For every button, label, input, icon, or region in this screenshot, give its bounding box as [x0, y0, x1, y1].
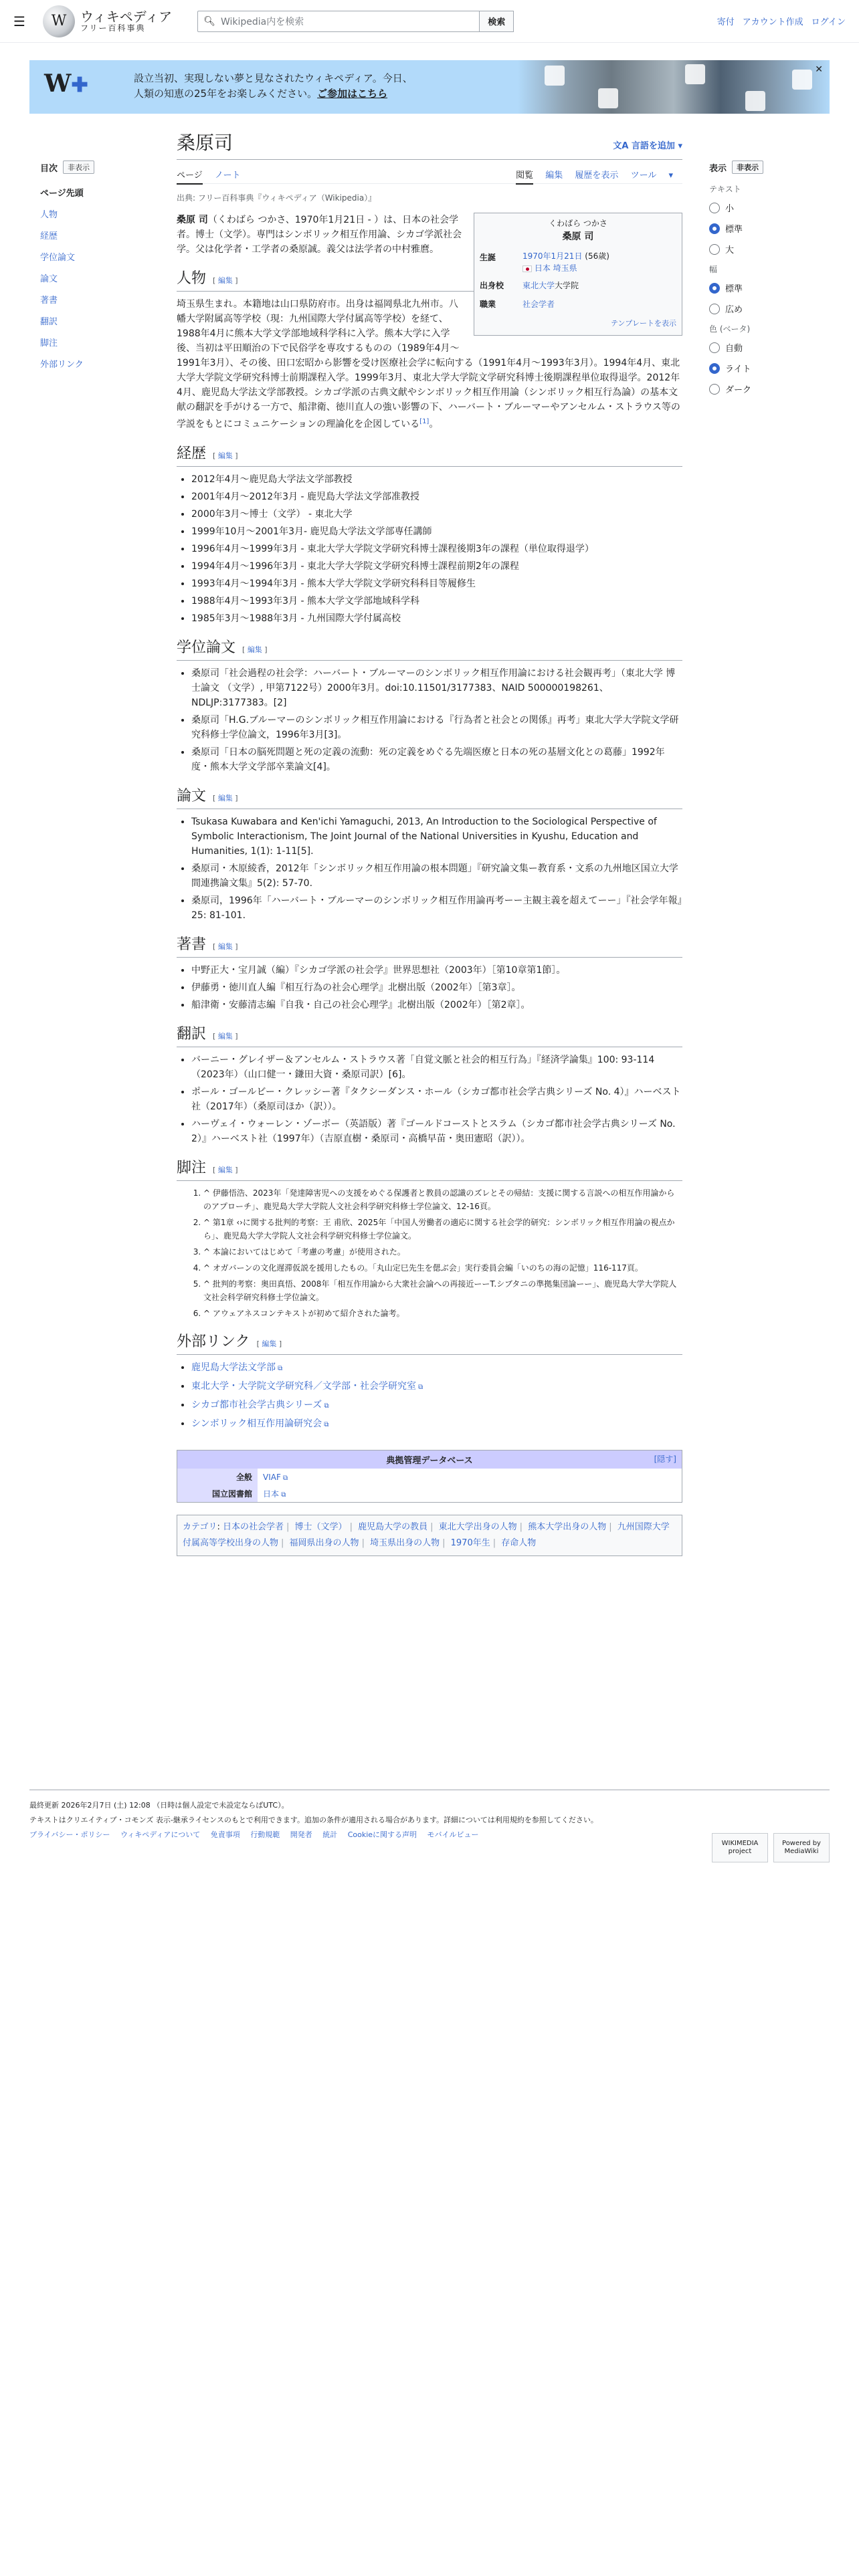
footer-links [29, 1828, 830, 1842]
category-link[interactable]: 存命人物 [501, 1538, 537, 1549]
last-updated: 最終更新 2026年2月7日 (土) 12:08 （日時は個人設定で未設定ならばUTC）。 [29, 1801, 289, 1810]
create-account-link[interactable]: アカウント作成 [742, 17, 803, 27]
papers-list [177, 815, 682, 923]
tab-page[interactable]: ページ [177, 171, 203, 185]
appearance-title: 表示 [709, 163, 727, 174]
edit-link[interactable]: [ 編集 ] [242, 645, 268, 655]
page-title: 桑原司 [177, 132, 233, 154]
translations-list [177, 1053, 682, 1146]
user-links [717, 15, 846, 27]
infobox-alma-link[interactable]: 東北大学 [522, 281, 555, 291]
tab-history[interactable]: 履歴を表示 [575, 171, 619, 181]
footer-link[interactable]: 免責事項 [210, 1830, 240, 1839]
page-tabs [177, 168, 682, 184]
wikipedia-25-logo: W✚ [44, 70, 88, 98]
tab-read[interactable]: 閲覧 [516, 171, 533, 185]
section-career-heading: 経歴 [ 編集 ] [177, 447, 682, 467]
category-link[interactable]: 東北大学出身の人物 [438, 1522, 517, 1533]
wikipedia-globe-icon: W [43, 5, 75, 37]
width-label: 幅 [709, 265, 718, 274]
infobox-birth-age: (56歳) [585, 251, 609, 261]
search-placeholder: Wikipedia内を検索 [220, 16, 304, 27]
search-icon: 🔍︎ [203, 15, 215, 27]
category-link[interactable]: 九州国際大学付属高等学校出身の人物 [183, 1522, 670, 1549]
thesis-list [177, 666, 682, 774]
category-link[interactable]: 熊本大学出身の人物 [528, 1522, 607, 1533]
list-item: 6. ^ アウェアネスコンテキストが初めて紹介された論考。 [203, 1307, 682, 1320]
edit-link[interactable]: [ 編集 ] [213, 794, 238, 803]
footer-link[interactable]: モバイルビュー [427, 1830, 479, 1839]
category-link[interactable]: 鹿児島大学の教員 [358, 1522, 428, 1533]
toc-item-translations[interactable]: 翻訳 [40, 317, 58, 327]
infobox-kana: くわばら つかさ [549, 219, 607, 229]
search-form [197, 11, 514, 32]
color-auto[interactable]: 自動 [709, 341, 830, 354]
banner-cta-link[interactable]: ご参加はこちら [317, 88, 388, 100]
section-thesis-heading: 学位論文 [ 編集 ] [177, 641, 682, 661]
edit-link[interactable]: [ 編集 ] [213, 1166, 238, 1175]
external-link[interactable]: シカゴ都市社会学古典シリーズ ⧉ [191, 1400, 329, 1410]
list-item: • 1996年4月〜1999年3月 - 東北大学大学院文学研究科博士課程後期3年の課程（単位取得退学） [191, 542, 682, 556]
footer-link[interactable]: プライバシー・ポリシー [29, 1830, 110, 1839]
infobox-job[interactable]: 社会学者 [522, 300, 555, 310]
person-paragraph: 埼玉県生まれ。本籍地は山口県防府市。出身は福岡県北九州市。八幡大学附属高等学校（現：九州国際大学付属高等学校）を経て、1988年4月に熊本大学文学部地域科学科に入学。熊本大学に入学後、当初は平田順治の下で民俗学を専攻するものの（1989年4月〜1991年3月）、その後、田口宏昭から影響を受け医療社会学に転向する（1991年4月〜1993年3月）。1994年4月、東北大学大学院文学研究科博士前期課程入学。1999年3月、東北大学大学院文学研究科博士後期課程単位取得退学。2012年4月、鹿児島大学法文学部教授。シカゴ学派の古典文献やシンボリック相互作用論（シンボリック相互行為論）の基本文献の翻訳を手がける一方で、船津衛、徳川直人の強い影響の下、ハーバート・ブルーマーやアンセルム・ストラウス等の学説をもとにコミュニケーションの理論化を企図している[1]。 [177, 299, 680, 431]
add-language-button[interactable]: 文A 言語を追加 ▾ [613, 141, 682, 152]
login-link[interactable]: ログイン [811, 17, 846, 27]
logo-subtitle: フリー百科事典 [80, 23, 146, 33]
list-item: • 1994年4月〜1996年3月 - 東北大学大学院文学研究科博士課程前期2年の課程 [191, 559, 682, 574]
fundraising-banner [29, 60, 830, 114]
footer-link[interactable]: 統計 [322, 1830, 338, 1839]
section-notes-heading: 脚注 [ 編集 ] [177, 1161, 682, 1181]
appearance-hide-button[interactable]: 非表示 [732, 160, 763, 174]
toc-title: 目次 [40, 163, 58, 174]
list-item: • 1999年10月〜2001年3月- 鹿児島大学法文学部専任講師 [191, 524, 682, 539]
color-label: 色 (ベータ) [709, 324, 751, 334]
text-size-label: テキスト [709, 185, 741, 194]
list-item: 4. ^ オガバーンの文化遅滞仮説を援用したもの。「丸山定巳先生を偲ぶ会」実行委員会編「いのちの海の記憶」116-117頁。 [203, 1261, 682, 1275]
authority-hide-link[interactable]: [隠す] [654, 1455, 676, 1465]
section-translations-heading: 翻訳 [ 編集 ] [177, 1027, 682, 1047]
banner-illustration [518, 60, 830, 114]
tab-tools[interactable]: ツール ▾ [630, 171, 673, 181]
list-item: • 伊藤勇・徳川直人編『相互行為の社会心理学』北樹出版（2002年）［第3章］。 [191, 980, 682, 995]
search-button[interactable]: 検索 [480, 11, 514, 32]
appearance-panel [709, 160, 830, 403]
banner-text: 設立当初、実現しない夢と見なされたウィキペディア。今日、 人類の知恵の25年をお楽しみください。ご参加はこちら [134, 72, 413, 100]
list-item: • 船津衛・安藤清志編『自我・自己の社会心理学』北樹出版（2002年）［第2章］。 [191, 998, 682, 1012]
color-light[interactable]: ライト [709, 362, 830, 374]
external-link[interactable]: 東北大学・大学院文学研究科／文学部・社会学研究室 ⧉ [191, 1381, 423, 1392]
career-list [177, 472, 682, 626]
list-item: • 桑原司「社会過程の社会学：ハーバート・ブルーマーのシンボリック相互作用論における社会観再考」（東北大学 博士論文 （文学）, 甲第7122号）2000年3月。doi:10.11501/3177383、NAID 500000198261、NDLJP:3177383。[2] [191, 666, 682, 710]
search-input[interactable] [197, 11, 480, 32]
infobox-birth-place[interactable]: 日本 埼玉県 [534, 263, 577, 274]
toc-item-external[interactable]: 外部リンク [40, 360, 84, 370]
category-link[interactable]: 福岡県出身の人物 [289, 1538, 359, 1549]
show-template-link[interactable]: テンプレートを表示 [610, 319, 676, 328]
edit-link[interactable]: [ 編集 ] [213, 1032, 238, 1041]
list-item: • ポール・ゴールビー・クレッシー著『タクシーダンス・ホール（シカゴ都市社会学古典シリーズ No. 4）』ハーベスト社（2017年）（桑原司ほか（訳））。 [191, 1085, 682, 1114]
infobox-alma-label: 出身校 [480, 281, 504, 291]
list-item: 5. ^ 批判的考察：奥田真悟、2008年「相互作用論から大衆社会論への再接近ーーT.シブタニの準拠集団論ーー」、鹿児島大学大学院人文社会科学研究科修士学位論文。 [203, 1277, 682, 1304]
authority-control-box [177, 1450, 682, 1503]
list-item: • 1993年4月〜1994年3月 - 熊本大学大学院文学研究科科目等履修生 [191, 576, 682, 591]
list-item: • 2001年4月〜2012年3月 - 鹿児島大学法文学部准教授 [191, 490, 682, 504]
footer-link[interactable]: 行動規範 [250, 1830, 280, 1839]
infobox: くわばら つかさ 桑原 司 生誕 1970年1月21日 (56歳) 日本 埼玉県 出身校 東北大学大学院 職業 社会学者 テンプレートを表示 [474, 213, 682, 336]
toc-item-papers[interactable]: 論文 [40, 274, 58, 284]
source-note: 出典: フリー百科事典『ウィキペディア（Wikipedia）』 [177, 193, 377, 203]
toc-item-career[interactable]: 経歴 [40, 231, 58, 241]
authority-row-label: 国立図書館 [177, 1485, 258, 1502]
list-item: • 桑原司，1996年「ハーバート・ブルーマーのシンボリック相互作用論再考ーー主観主義を超えてーー」『社会学年報』25: 81-101. [191, 893, 682, 923]
notes-list [177, 1186, 682, 1320]
list-item: 3. ^ 本論においてはじめて「考慮の考慮」が使用された。 [203, 1245, 682, 1259]
list-item: • 桑原司・木原綾香，2012年「シンボリック相互作用論の根本問題」『研究論文集ー教育系・文系の九州地区国立大学間連携論文集』5(2): 57-70. [191, 861, 682, 891]
category-box: カテゴリ: 日本の社会学者 | 博士（文学） | 鹿児島大学の教員 | 東北大学出身の人物 | 熊本大学出身の人物 | 九州国際大学付属高等学校出身の人物 | 福岡県出身の人物 | 埼玉県出身の人物 | 1970年生 | 存命人物 [177, 1515, 682, 1556]
toc-item-notes[interactable]: 脚注 [40, 338, 58, 348]
text-size-small[interactable]: 小 [709, 201, 830, 214]
list-item: • 2012年4月〜鹿児島大学法文学部教授 [191, 472, 682, 487]
authority-title: 典拠管理データベース [386, 1456, 473, 1467]
list-item: • 桑原司「H.G.ブルーマーのシンボリック相互作用論における『行為者と社会との関係』再考」東北大学大学院文学研究科修士学位論文，1996年3月[3]。 [191, 713, 682, 742]
menu-icon[interactable]: ☰ [13, 13, 25, 29]
list-item: • 中野正大・宝月誠（編）『シカゴ学派の社会学』世界思想社（2003年）［第10章第1節］。 [191, 963, 682, 978]
list-item: • 1985年3月〜1988年3月 - 九州国際大学付属高校 [191, 611, 682, 626]
section-papers-heading: 論文 [ 編集 ] [177, 789, 682, 809]
list-item: • 桑原司「日本の脳死問題と死の定義の流動：死の定義をめぐる先端医療と日本の死の基層文化との葛藤」1992年度・熊本大学文学部卒業論文[4]。 [191, 745, 682, 774]
edit-link[interactable]: [ 編集 ] [213, 276, 238, 286]
width-wide[interactable]: 広め [709, 302, 830, 315]
text-size-large[interactable]: 大 [709, 243, 830, 255]
donate-link[interactable]: 寄付 [717, 17, 735, 27]
category-link[interactable]: 日本の社会学者 [223, 1522, 284, 1533]
logo-title: ウィキペディア [80, 8, 173, 25]
table-of-contents [40, 160, 140, 379]
section-person-heading: 人物 [ 編集 ] [177, 272, 682, 292]
tab-edit[interactable]: 編集 [545, 171, 563, 181]
toc-item-person[interactable]: 人物 [40, 210, 58, 220]
infobox-birth-date[interactable]: 1970年1月21日 [522, 251, 583, 261]
infobox-name: 桑原 司 [562, 231, 594, 243]
wikimedia-badge[interactable]: WIKIMEDIA project [712, 1833, 768, 1862]
section-books-heading: 著書 [ 編集 ] [177, 938, 682, 958]
external-link[interactable]: シンボリック相互作用論研究会 ⧉ [191, 1418, 328, 1429]
authority-row-value[interactable]: VIAF ⧉ [263, 1473, 288, 1482]
list-item: • 1988年4月〜1993年3月 - 熊本大学文学部地域科学科 [191, 594, 682, 609]
external-link[interactable]: 鹿児島大学法文学部 ⧉ [191, 1362, 282, 1373]
translate-icon: 文A [613, 141, 632, 152]
category-link[interactable]: 埼玉県出身の人物 [370, 1538, 440, 1549]
site-footer [29, 1790, 830, 1855]
lead-paragraph: 桑原 司（くわばら つかさ、1970年1月21日 - ）は、日本の社会学者。博士（文学）。専門はシンボリック相互作用論、シカゴ学派社会学。父は化学者・工学者の桑原誠。義父は法学者の中村雅麿。 [177, 215, 462, 255]
japan-flag-icon [522, 265, 532, 272]
list-item: • Tsukasa Kuwabara and Ken'ichi Yamaguchi, 2013, An Introduction to the Sociological Perspective of Symbolic Interactionism, The Joint Journal of the National Universities in Kyushu, Education and Humanities, 1(1): 1-11[5]. [191, 815, 682, 859]
footer-link[interactable]: Cookieに関する声明 [347, 1830, 417, 1839]
footer-link[interactable]: ウィキペディアについて [120, 1830, 201, 1839]
edit-link[interactable]: [ 編集 ] [213, 942, 238, 952]
main-content [177, 131, 682, 1556]
list-item: • 2000年3月〜博士（文学） - 東北大学 [191, 507, 682, 522]
mediawiki-badge[interactable]: Powered by MediaWiki [773, 1833, 830, 1862]
site-header [0, 0, 859, 43]
footer-link[interactable]: 開発者 [290, 1830, 312, 1839]
site-logo[interactable] [43, 5, 172, 37]
edit-link[interactable]: [ 編集 ] [256, 1339, 282, 1349]
infobox-job-label: 職業 [480, 300, 496, 310]
toc-item-books[interactable]: 著書 [40, 296, 58, 306]
color-dark[interactable]: ダーク [709, 383, 830, 395]
authority-row-label: 全般 [177, 1469, 258, 1485]
list-item: 2. ^ 第1章 ‹›に関する批判的考察：王 甫欣、2025年「中国人労働者の適応に関する社会学的研究：シンボリック相互作用論の視点から」、鹿児島大学大学院人文社会科学研究科修士学位論文。 [203, 1216, 682, 1243]
books-list [177, 963, 682, 1012]
edit-link[interactable]: [ 編集 ] [213, 451, 238, 461]
list-item: • バーニー・グレイザー＆アンセルム・ストラウス著「自覚文脈と社会的相互行為」『経済学論集』100: 93-114（2023年）（山口健一・鎌田大資・桑原司訳）[6]。 [191, 1053, 682, 1082]
infobox-birth-label: 生誕 [480, 253, 496, 263]
category-label[interactable]: カテゴリ [183, 1522, 217, 1533]
list-item: 1. ^ 伊藤悟浩、2023年「発達障害児への支援をめぐる保護者と教員の認識のズレとその帰結：支援に関する言説への相互作用論からのアプローチ」、鹿児島大学大学院人文社会科学研究科修士学位論文、12-16頁。 [203, 1186, 682, 1213]
section-external-heading: 外部リンク [ 編集 ] [177, 1335, 682, 1355]
width-standard[interactable]: 標準 [709, 282, 830, 294]
tab-talk[interactable]: ノート [214, 171, 241, 181]
toc-hide-button[interactable]: 非表示 [63, 160, 94, 174]
category-link[interactable]: 1970年生 [450, 1538, 490, 1549]
toc-item-thesis[interactable]: 学位論文 [40, 253, 76, 263]
list-item: • ハーヴェイ・ウォーレン・ゾーボー（英語版）著『ゴールドコーストとスラム（シカゴ都市社会学古典シリーズ No. 2）』ハーベスト社（1997年）（吉原直樹・桑原司・高橋早苗・奥田憲昭（訳））。 [191, 1117, 682, 1146]
external-links-list [177, 1360, 682, 1432]
text-size-standard[interactable]: 標準 [709, 222, 830, 235]
license-text: テキストはクリエイティブ・コモンズ 表示-継承ライセンスのもとで利用できます。追加の条件が適用される場合があります。詳細については利用規約を参照してください。 [29, 1816, 598, 1824]
close-icon[interactable]: ✕ [815, 64, 823, 75]
toc-item-top[interactable]: ページ先頭 [40, 189, 84, 199]
category-link[interactable]: 博士（文学） [294, 1522, 347, 1533]
authority-row-value[interactable]: 日本 ⧉ [263, 1489, 286, 1499]
